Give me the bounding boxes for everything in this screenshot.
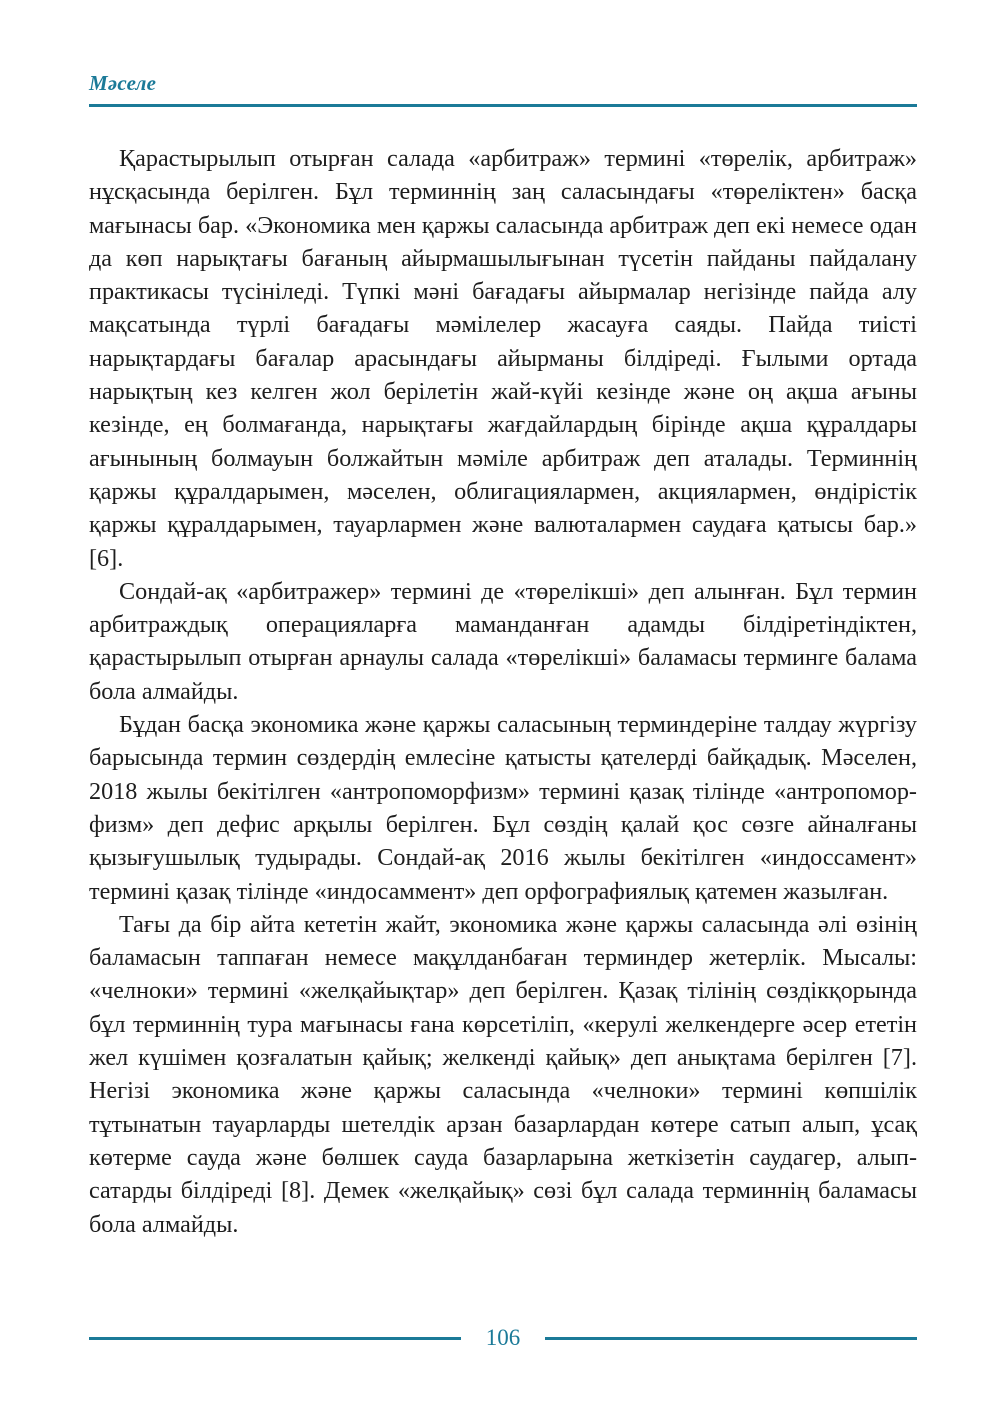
paragraph-1: Қарастырылып отырған салада «арбитраж» термині «төрелік, арбитраж» нұсқасында берілген. Бұл терминнің заң саласындағы «төреліктен» басқа мағынасы бар. «Экономика мен қаржы саласында арбитраж деп екі немесе одан да көп нарықтағы бағаның айырмашылығынан түсетін пайданы пайдалану практикасы түсініледі. Түпкі мәні бағадағы айырмалар негізінде пайда алу мақсатында түрлі бағадағы мәмілелер жасауға саяды. Пайда тиісті нарықтардағы бағалар арасындағы айырманы білдіреді. Ғылыми ортада нарықтың кез келген жол берілетін жай-күйі кезінде және оң ақша ағыны кезінде, ең болмағанда, нарықтағы жағдайлардың бірінде ақша құралдары ағынының болмауын болжайтын мәміле арбитраж деп аталады. Терминнің қаржы құралдарымен, мәселен, облигациялармен, акциялармен, өндірістік қаржы құралдарымен, тауарлармен және валюталармен саудаға қатысы бар.» [6]. xyxy=(89,145,917,572)
paragraph-2: Сондай-ақ «арбитражер» термині де «төрелікші» деп алынған. Бұл термин арбитраждық операцияларға маманданған адамды білдіретіндіктен, қарастырылып отырған арнаулы салада «төрелікші» баламасы терминге балама бола алмайды. xyxy=(89,577,917,705)
footer-rule-right xyxy=(545,1337,917,1340)
header-rule xyxy=(89,104,917,107)
article-body xyxy=(89,142,917,1241)
paragraph-4: Тағы да бір айта кететін жайт, экономика және қаржы саласында әлі өзінің баламасын таппаған немесе мақұлданбаған терминдер жетерлік. Мысалы: «челноки» термині «желқайықтар» деп берілген. Қазақ тілінің сөздікқорында бұл терминнің тура мағынасы ғана көрсетіліп, «керулі желкендерге әсер ететін жел күшімен қозғалатын қайық; желкенді қайық» деп анықтама берілген [7]. Негізі экономика және қаржы саласында «челноки» термині көпшілік тұтынатын тауарларды шетелдік арзан базарлардан көтере сатып алып, ұсақ көтерме сауда және бөлшек сауда базарларына жеткізетін саудагер, алып-сатарды білдіреді [8]. Демек «желқайық» сөзі бұл салада терминнің баламасы бола алмайды. xyxy=(89,910,917,1238)
footer-rule-left xyxy=(89,1337,461,1340)
section-title: Мәселе xyxy=(89,71,157,95)
page-header xyxy=(89,68,917,98)
paragraph-3: Бұдан басқа экономика және қаржы саласының терминдеріне талдау жүргізу барысында термин сөздердің емлесіне қатысты қателерді байқадық. Мәселен, 2018 жылы бекітілген «антропоморфизм» термині қазақ тілінде «антропомор-физм» деп дефис арқылы берілген. Бұл сөздің қалай қос сөзге айналғаны қызығушылық тудырады. Сондай-ақ 2016 жылы бекітілген «индоссамент» термині қазақ тілінде «индосаммент» деп орфографиялық қатемен жазылған. xyxy=(89,711,917,905)
page-number: 106 xyxy=(485,1325,521,1350)
